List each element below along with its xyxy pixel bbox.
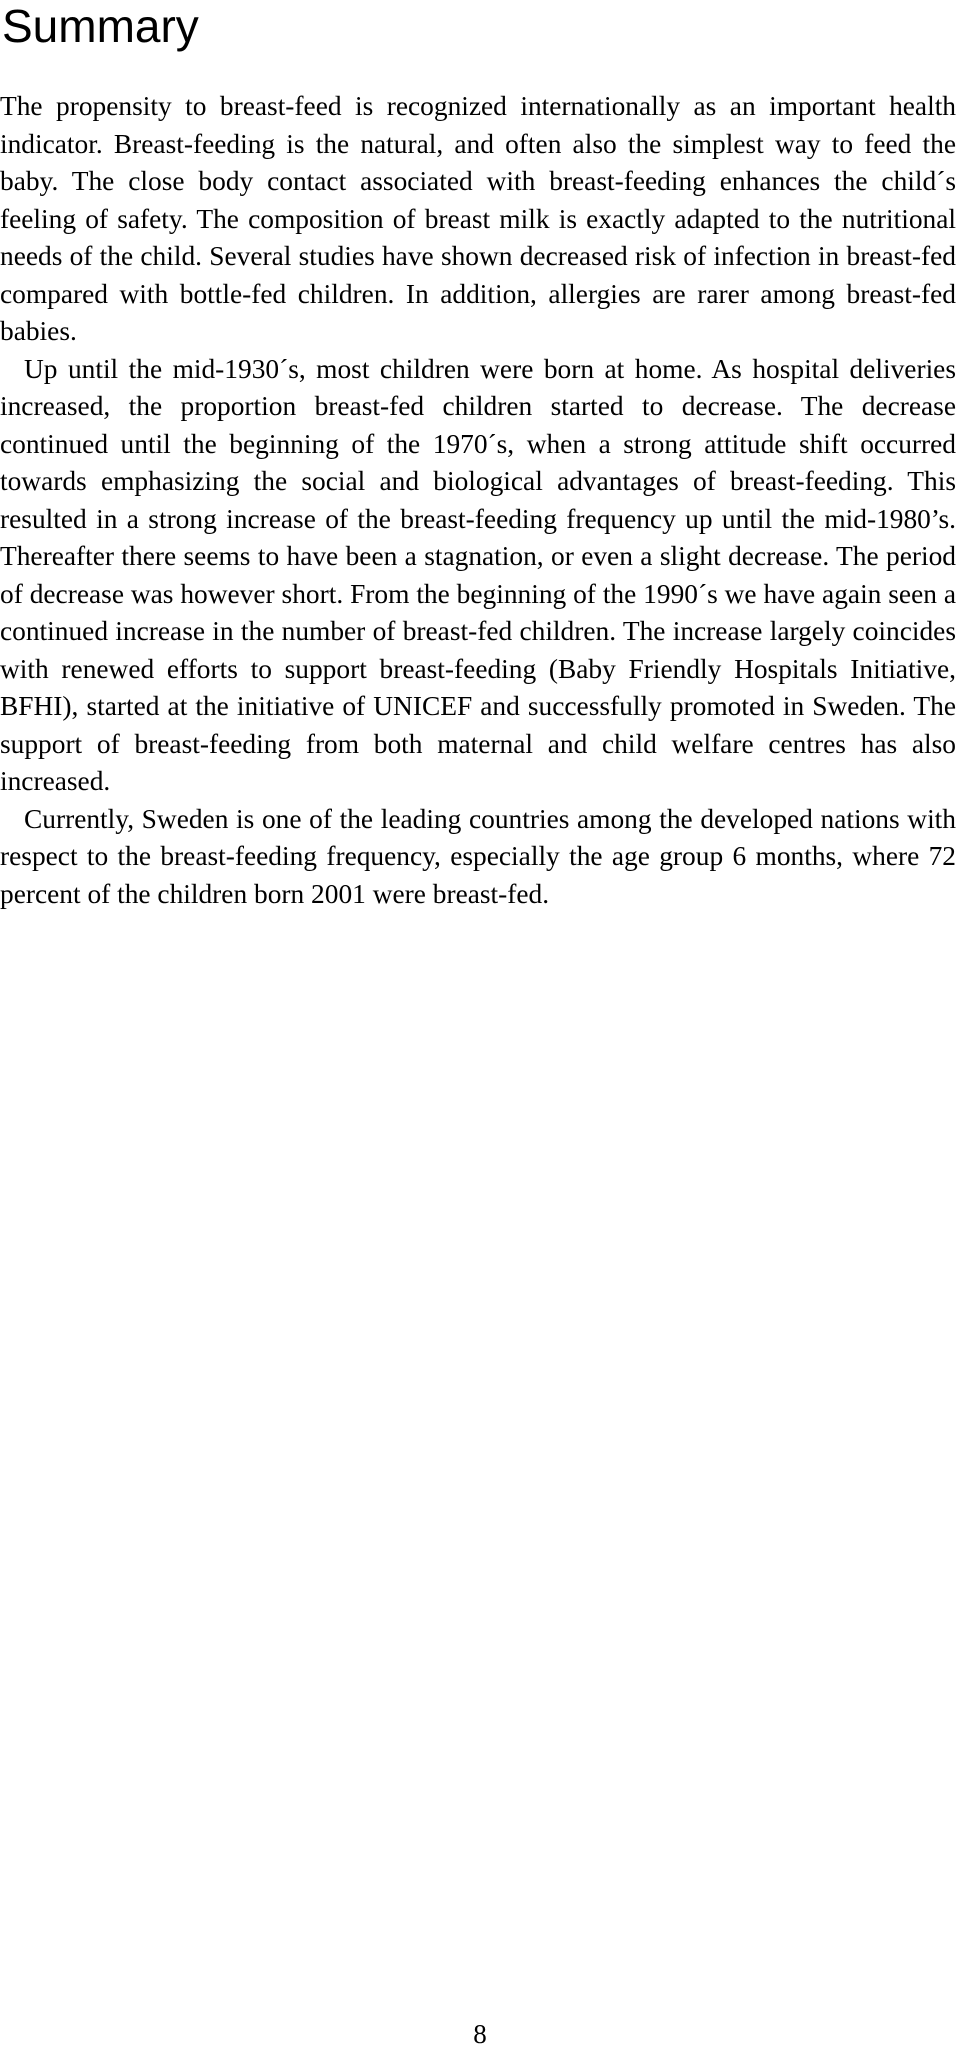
- paragraph-current: Currently, Sweden is one of the leading countries among the developed nations with respect to the breast-feeding frequency, especially the age group 6 months, where 72 percent of the children born 2001 were breast-fed.: [0, 803, 956, 909]
- summary-body: [0, 88, 956, 913]
- paragraph-intro: The propensity to breast-feed is recognized internationally as an important health indicator. Breast-feeding is the natural, and often also the simplest way to feed the baby. The close body contact associated with breast-feeding enhances the child´s feeling of safety. The composition of breast milk is exactly adapted to the nutritional needs of the child. Several studies have shown decreased risk of infection in breast-fed compared with bottle-fed children. In addition, allergies are rarer among breast-fed babies.: [0, 91, 956, 346]
- page-title: Summary: [2, 0, 199, 52]
- page-number: 8: [473, 2019, 487, 2049]
- paragraph-history: Up until the mid-1930´s, most children were born at home. As hospital deliveries increased, the proportion breast-fed children started to decrease. The decrease continued until the beginning of the 1970´s, when a strong attitude shift occurred towards emphasizing the social and biological advantages of breast-feeding. This resulted in a strong increase of the breast-feeding frequency up until the mid-1980’s. Thereafter there seems to have been a stagnation, or even a slight decrease. The period of decrease was however short. From the beginning of the 1990´s we have again seen a continued increase in the number of breast-fed children. The increase largely coincides with renewed efforts to support breast-feeding (Baby Friendly Hospitals Initiative, BFHI), started at the initiative of UNICEF and successfully promoted in Sweden. The support of breast-feeding from both maternal and child welfare centres has also increased.: [0, 353, 956, 796]
